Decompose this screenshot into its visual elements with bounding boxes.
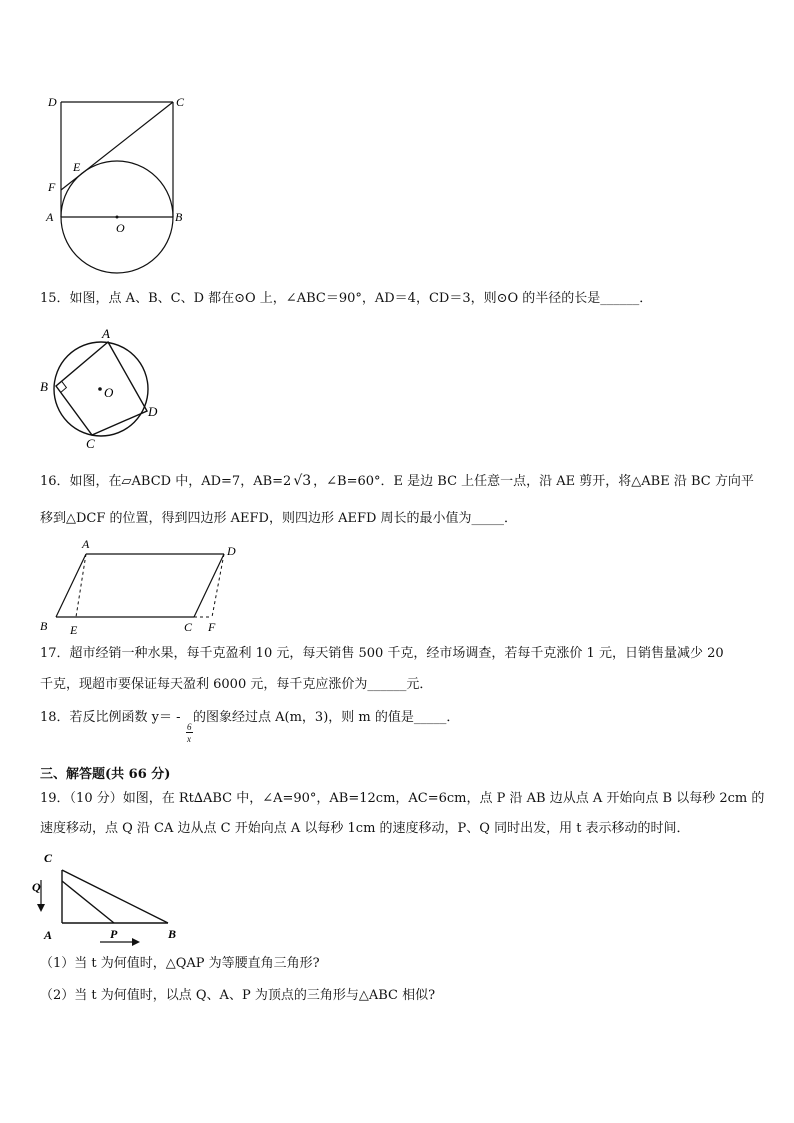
q18-text-a: 18．若反比例函数 y＝ - [40,710,181,725]
label-o: O [116,221,125,235]
cut-df [212,554,224,617]
q17-line2: 千克，现超市要保证每天盈利 6000 元，每千克应涨价为______元． [40,677,433,692]
label-b: B [40,619,48,633]
q19-line1: 19．（10 分）如图，在 Rt∆ABC 中，∠A=90°，AB=12cm，AC=6cm，点 P 沿 AB 边从点 A 开始向点 B 以每秒 2cm 的 [40,791,765,806]
sqrt-3: √3 [293,473,312,489]
label-e: E [73,160,81,174]
center-o [116,216,119,219]
right-angle-mark [61,381,67,392]
q15-text: 15．如图，点 A、B、C、D 都在⊙O 上，∠ABC＝90°，AD＝4，CD＝3，则⊙O 的半径的长是______． [40,291,653,306]
label-p: P [110,927,118,941]
q16-line1 [40,472,754,491]
label-d: D [148,404,158,419]
label-a: A [44,928,53,942]
q19-sub1: （1）当 t 为何值时，△QAP 为等腰直角三角形? [40,956,320,971]
edge-dc [194,554,224,617]
label-d: D [48,95,57,109]
label-o: O [104,385,114,400]
segment-qp [62,881,114,923]
label-a: A [46,210,54,224]
q18-frac-num: 6 [187,722,192,732]
label-a: A [82,537,90,551]
figure-parallelogram [36,536,256,636]
q16-line2: 移到△DCF 的位置，得到四边形 AEFD，则四边形 AEFD 周长的最小值为_____． [40,511,518,526]
arrow-right-head [132,938,140,946]
q16-line1-a: 16．如图，在▱ABCD 中，AD=7，AB=2 [40,474,292,489]
center-o [98,387,102,391]
label-d: D [227,544,236,558]
arrow-down-head [37,904,45,912]
label-q: Q [32,880,41,894]
figure-inscribed-quad [36,325,166,455]
q18-text-b: 的图象经过点 A(m，3)，则 m 的值是_____． [193,710,460,725]
q19-sub2: （2）当 t 为何值时，以点 Q、A、P 为顶点的三角形与△ABC 相似? [40,988,436,1003]
q18-frac-bar [186,732,193,733]
label-f: F [48,180,56,194]
label-c: C [184,620,193,634]
q18-frac-den: x [187,734,191,744]
label-c: C [176,95,185,109]
label-c: C [86,436,95,451]
label-e: E [70,623,78,636]
label-c: C [44,851,53,865]
section-title: 三、解答题(共 66 分) [40,767,171,782]
label-f: F [208,620,216,634]
label-a: A [102,326,110,341]
edge-cb [62,870,168,923]
label-b: B [40,379,48,394]
q16-line1-b: ，∠B=60°．E 是边 BC 上任意一点，沿 AE 剪开，将△ABE 沿 BC 方向平 [313,474,754,489]
label-b: B [175,210,183,224]
q17-line1: 17．超市经销一种水果，每千克盈利 10 元，每天销售 500 千克，经市场调查，若每千克涨价 1 元，日销售量减少 20 [40,646,724,661]
label-b: B [168,927,177,941]
q19-line2: 速度移动，点 Q 沿 CA 边从点 C 开始向点 A 以每秒 1cm 的速度移动，P、Q 同时出发，用 t 表示移动的时间． [40,821,690,836]
figure-right-triangle [30,848,190,948]
figure-square-circle [40,90,200,280]
